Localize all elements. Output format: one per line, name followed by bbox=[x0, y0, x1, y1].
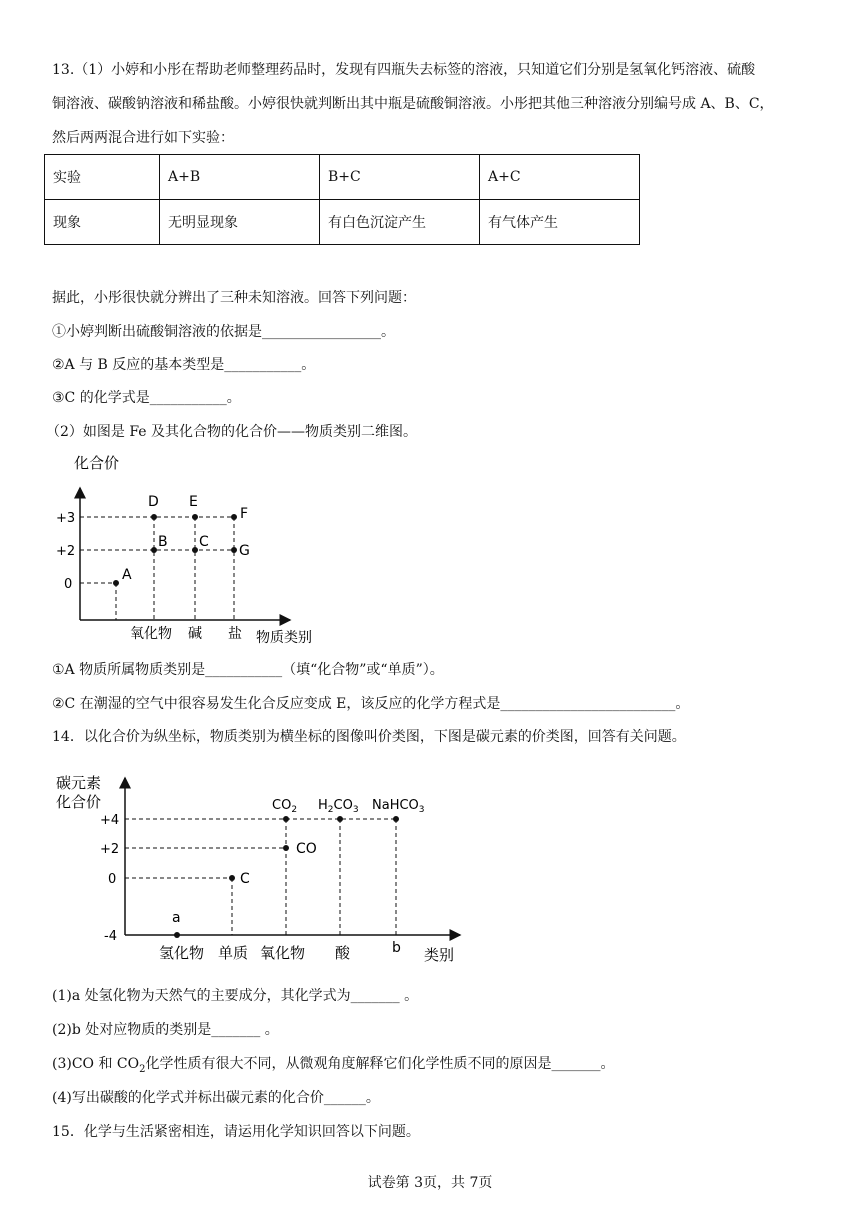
fig1-ylabel: 化合价 bbox=[74, 454, 120, 472]
table-cell: 实验 bbox=[45, 155, 160, 200]
label-co2: $CO_2$ bbox=[272, 798, 298, 815]
table-cell: 有气体产生 bbox=[480, 200, 640, 245]
q14-p2: (2)b 处对应物质的类别是_______ 。 bbox=[52, 1022, 279, 1038]
table-cell: 现象 bbox=[45, 200, 160, 245]
q13-part2: （2）如图是 Fe 及其化合物的化合价——物质类别二维图。 bbox=[46, 424, 418, 440]
q14-p3: (3)CO 和 $CO_2$化学性质有很大不同，从微观角度解释它们化学性质不同的原因是_______。 bbox=[52, 1056, 615, 1075]
label-f: F bbox=[240, 506, 249, 522]
label-nahco3: NaHCO$_3$ bbox=[372, 798, 425, 815]
label-h2co3: $H_2CO_3$ bbox=[318, 798, 359, 815]
table-row bbox=[45, 155, 640, 200]
point-a bbox=[174, 932, 180, 938]
fig1-xtick: 碱 bbox=[188, 626, 202, 642]
label-d: D bbox=[148, 494, 159, 510]
q13-t2: ②C 在潮湿的空气中很容易发生化合反应变成 E，该反应的化学方程式是_________________________。 bbox=[52, 696, 690, 712]
point-d bbox=[151, 514, 157, 520]
label-g: G bbox=[239, 543, 250, 559]
q15-intro: 15．化学与生活紧密相连，请运用化学知识回答以下问题。 bbox=[52, 1124, 420, 1140]
page-footer: 试卷第 3页，共 7页 bbox=[367, 1175, 493, 1191]
fig2-ytick: -4 bbox=[104, 929, 117, 944]
fig1-xlabel: 物质类别 bbox=[256, 630, 312, 646]
table-cell: B+C bbox=[320, 155, 480, 200]
q13-after: 据此，小彤很快就分辨出了三种未知溶液。回答下列问题： bbox=[52, 290, 416, 306]
q13-s3: ③C 的化学式是___________。 bbox=[52, 390, 241, 406]
experiment-table bbox=[44, 154, 640, 245]
fig1-ytick: 0 bbox=[64, 577, 73, 592]
fig2-ytick: 0 bbox=[108, 872, 117, 887]
point-b bbox=[151, 547, 157, 553]
fig1-xtick: 氧化物 bbox=[130, 626, 172, 642]
label-c: C bbox=[199, 534, 209, 550]
point-h2co3 bbox=[337, 816, 343, 822]
fig2-ylabel1: 碳元素 bbox=[56, 774, 102, 792]
point-g bbox=[231, 547, 237, 553]
point-a bbox=[113, 580, 119, 586]
point-c bbox=[192, 547, 198, 553]
table-row bbox=[45, 200, 640, 245]
q13-line1: 13.（1）小婷和小彤在帮助老师整理药品时，发现有四瓶失去标签的溶液，只知道它们分别是氢氧化钙溶液、硫酸 bbox=[52, 62, 756, 78]
table-cell: 无明显现象 bbox=[160, 200, 320, 245]
point-co2 bbox=[283, 816, 289, 822]
label-c: C bbox=[240, 871, 250, 887]
q13-line2: 铜溶液、碳酸钠溶液和稀盐酸。小婷很快就判断出其中瓶是硫酸铜溶液。小彤把其他三种溶液分别编号成 A、B、C， bbox=[52, 96, 774, 112]
table-cell: A+C bbox=[480, 155, 640, 200]
fig2-xtick: b bbox=[392, 940, 401, 956]
fig2-ytick: +4 bbox=[100, 813, 120, 828]
table-cell: A+B bbox=[160, 155, 320, 200]
q13-s2: ②A 与 B 反应的基本类型是___________。 bbox=[52, 357, 316, 373]
label-a: A bbox=[122, 567, 132, 583]
q13-s1: ①小婷判断出硫酸铜溶液的依据是_________________。 bbox=[52, 324, 395, 340]
fig2-xtick: 单质 bbox=[218, 944, 249, 962]
fig2-xtick: 氧化物 bbox=[260, 944, 306, 962]
q14-p1: (1)a 处氢化物为天然气的主要成分，其化学式为_______ 。 bbox=[52, 988, 419, 1004]
fig2-xtick: 酸 bbox=[335, 944, 351, 962]
point-e bbox=[192, 514, 198, 520]
fig2-xtick: 氢化物 bbox=[159, 944, 205, 962]
label-e: E bbox=[189, 494, 198, 510]
point-c bbox=[229, 875, 235, 881]
label-b: B bbox=[158, 534, 168, 550]
fig2-xlabel: 类别 bbox=[424, 946, 455, 964]
table-cell: 有白色沉淀产生 bbox=[320, 200, 480, 245]
q14-intro: 14．以化合价为纵坐标，物质类别为横坐标的图像叫价类图，下图是碳元素的价类图，回答有关问题。 bbox=[52, 729, 686, 745]
point-nahco3 bbox=[393, 816, 399, 822]
fig1-ytick: +2 bbox=[56, 544, 76, 559]
label-a: a bbox=[172, 910, 181, 926]
fe-valence-figure bbox=[50, 448, 350, 648]
fig1-ytick: +3 bbox=[56, 511, 76, 526]
point-f bbox=[231, 514, 237, 520]
carbon-valence-figure bbox=[50, 762, 470, 967]
point-co bbox=[283, 845, 289, 851]
q13-line3: 然后两两混合进行如下实验： bbox=[52, 130, 234, 146]
fig2-ytick: +2 bbox=[100, 842, 120, 857]
label-co: CO bbox=[296, 841, 317, 857]
q14-p4: (4)写出碳酸的化学式并标出碳元素的化合价______。 bbox=[52, 1090, 380, 1106]
fig1-xtick: 盐 bbox=[228, 626, 242, 642]
fig2-ylabel2: 化合价 bbox=[56, 793, 102, 811]
q13-t1: ①A 物质所属物质类别是___________（填“化合物”或“单质”）。 bbox=[52, 662, 444, 678]
